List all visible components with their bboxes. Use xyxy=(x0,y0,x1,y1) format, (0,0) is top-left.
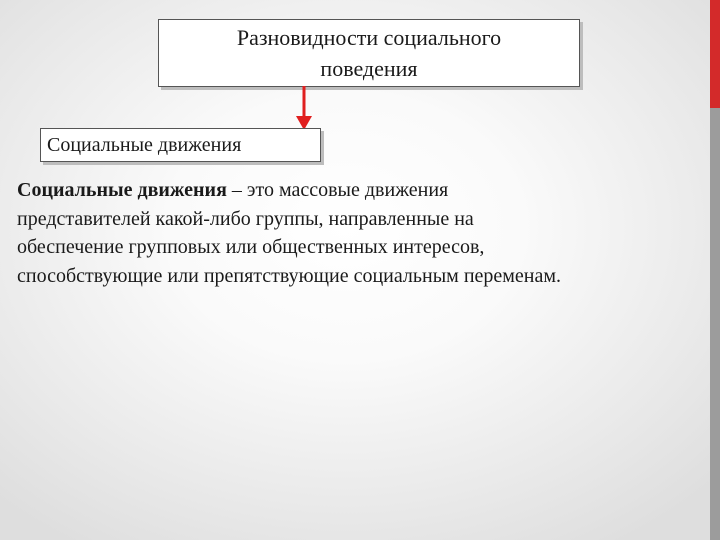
definition-line-2: представителей какой-либо группы, направленные на xyxy=(17,207,474,230)
title-box xyxy=(158,19,580,87)
title-line-1: Разновидности социального xyxy=(236,25,502,50)
down-arrow-icon xyxy=(293,86,315,132)
definition-term: Социальные движения xyxy=(17,179,227,201)
side-accent-red xyxy=(710,0,720,108)
definition-paragraph xyxy=(17,176,707,290)
subtitle-box: Социальные движения xyxy=(40,128,321,162)
title-line-2: поведения xyxy=(320,56,418,81)
definition-line-3: обеспечение групповых или общественных интересов, xyxy=(17,236,485,258)
definition-line-1-rest: – это массовые движения xyxy=(226,179,449,201)
definition-line-4: способствующие или препятствующие социальным переменам. xyxy=(17,264,562,287)
definition-line-1 xyxy=(17,176,707,205)
